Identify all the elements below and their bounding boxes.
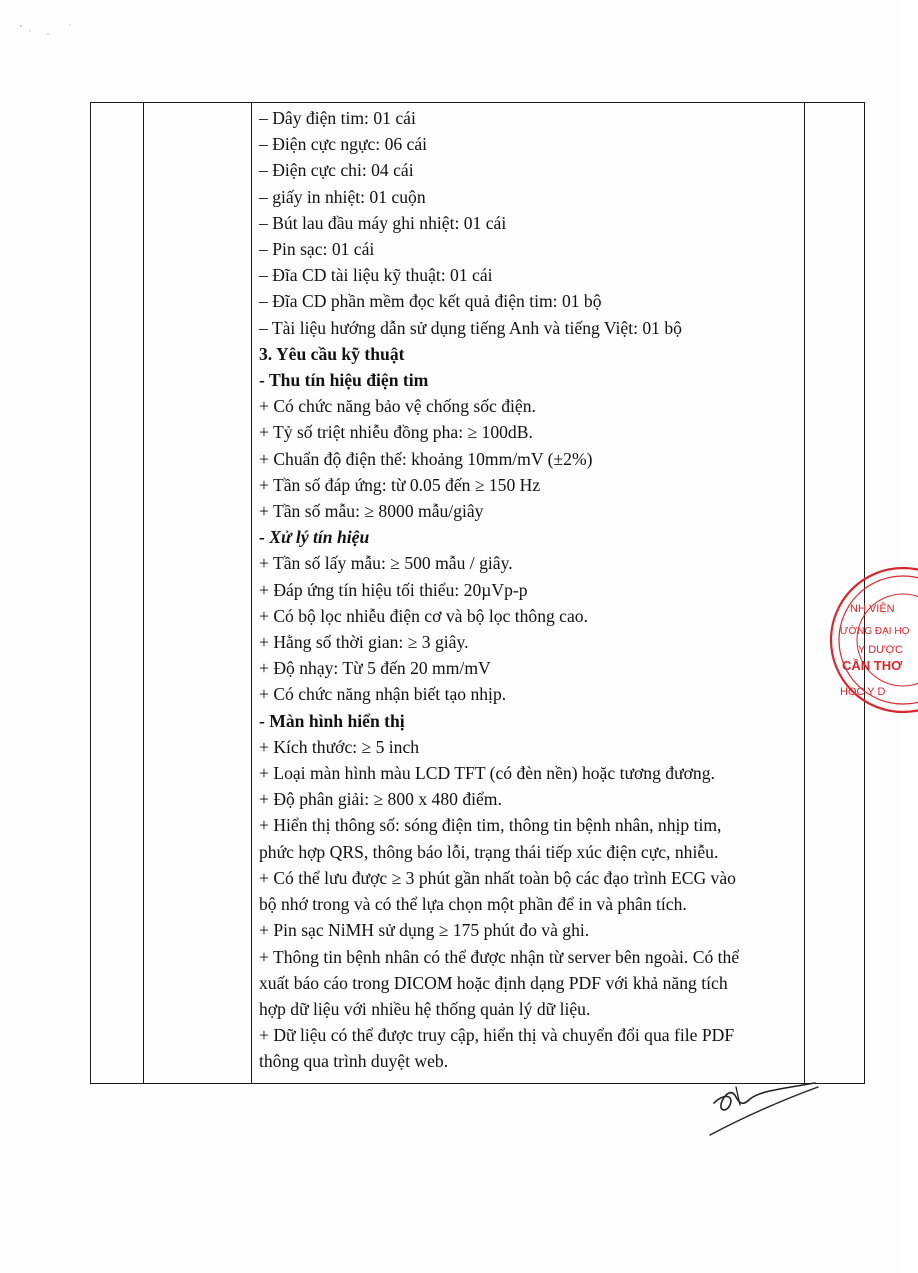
text-line: – Tài liệu hướng dẫn sử dụng tiếng Anh và tiếng Việt: 01 bộ xyxy=(259,317,682,338)
text-line: + Pin sạc NiMH sử dụng ≥ 175 phút đo và ghi. xyxy=(259,920,590,941)
text-line: thông qua trình duyệt web. xyxy=(259,1051,449,1072)
svg-text:NH VIỆN: NH VIỆN xyxy=(850,603,895,615)
text-line: – Pin sạc: 01 cái xyxy=(259,239,375,260)
text-line: – Đĩa CD tài liệu kỹ thuật: 01 cái xyxy=(259,265,493,286)
table-column-divider xyxy=(251,103,252,1083)
text-line: + Có chức năng nhận biết tạo nhịp. xyxy=(259,684,507,705)
text-line: bộ nhớ trong và có thể lựa chọn một phần để in và phân tích. xyxy=(259,894,687,915)
section-heading: - Thu tín hiệu điện tim xyxy=(259,370,429,391)
text-line: + Hằng số thời gian: ≥ 3 giây. xyxy=(259,632,469,653)
text-line: + Kích thước: ≥ 5 inch xyxy=(259,736,420,757)
text-line: xuất báo cáo trong DICOM hoặc định dạng PDF với khả năng tích xyxy=(259,972,728,993)
text-line: + Chuẩn độ điện thế: khoảng 10mm/mV (±2%) xyxy=(259,448,593,469)
text-line: + Đáp ứng tín hiệu tối thiểu: 20µVp-p xyxy=(259,579,528,600)
text-line: + Có thể lưu được ≥ 3 phút gần nhất toàn bộ các đạo trình ECG vào xyxy=(259,867,736,888)
text-line: + Thông tin bệnh nhân có thể được nhận từ server bên ngoài. Có thể xyxy=(259,946,740,967)
text-line: + Tần số lấy mẫu: ≥ 500 mẫu / giây. xyxy=(259,553,513,574)
section-heading: - Xử lý tín hiệu xyxy=(259,527,370,548)
text-line: – Dây điện tim: 01 cái xyxy=(259,108,416,128)
text-line: + Dữ liệu có thể được truy cập, hiển thị và chuyển đổi qua file PDF xyxy=(259,1025,735,1046)
text-line: + Tần số mẫu: ≥ 8000 mẫu/giây xyxy=(259,501,484,522)
text-line: + Có bộ lọc nhiễu điện cơ và bộ lọc thông cao. xyxy=(259,605,588,626)
text-line: hợp dữ liệu với nhiều hệ thống quản lý dữ liệu. xyxy=(259,998,591,1019)
text-line: + Độ phân giải: ≥ 800 x 480 điểm. xyxy=(259,789,502,810)
text-line: + Tỷ số triệt nhiễu đồng pha: ≥ 100dB. xyxy=(259,422,533,443)
text-line: – Bút lau đầu máy ghi nhiệt: 01 cái xyxy=(259,212,507,233)
text-line: + Độ nhạy: Từ 5 đến 20 mm/mV xyxy=(259,658,491,679)
svg-text:HỌC Y D: HỌC Y D xyxy=(840,686,886,698)
svg-text:Y DƯỢC: Y DƯỢC xyxy=(858,644,903,656)
spec-table xyxy=(90,102,865,1084)
text-line: – giấy in nhiệt: 01 cuộn xyxy=(259,186,426,207)
table-column-divider xyxy=(143,103,144,1083)
text-line: – Điện cực ngực: 06 cái xyxy=(259,134,428,155)
section-heading: - Màn hình hiển thị xyxy=(259,710,405,731)
text-line: – Đĩa CD phần mềm đọc kết quả điện tim: 01 bộ xyxy=(259,291,602,312)
scan-specks xyxy=(18,22,78,42)
table-column-divider xyxy=(804,103,805,1083)
text-line: – Điện cực chi: 04 cái xyxy=(259,160,414,181)
text-line: + Hiển thị thông số: sóng điện tim, thông tin bệnh nhân, nhịp tim, xyxy=(259,815,722,836)
spec-content-cell xyxy=(259,105,804,1075)
section-heading: 3. Yêu cầu kỹ thuật xyxy=(259,343,405,364)
svg-text:CẦN THƠ: CẦN THƠ xyxy=(842,658,903,673)
official-red-stamp xyxy=(828,560,918,720)
svg-text:ƯỜNG ĐẠI HỌ: ƯỜNG ĐẠI HỌ xyxy=(840,626,910,637)
handwritten-signature xyxy=(700,1075,830,1145)
text-line: + Loại màn hình màu LCD TFT (có đèn nền) hoặc tương đương. xyxy=(259,763,715,784)
text-line: + Có chức năng bảo vệ chống sốc điện. xyxy=(259,396,536,417)
text-line: phức hợp QRS, thông báo lỗi, trạng thái tiếp xúc điện cực, nhiễu. xyxy=(259,841,719,862)
text-line: + Tần số đáp ứng: từ 0.05 đến ≥ 150 Hz xyxy=(259,474,541,495)
